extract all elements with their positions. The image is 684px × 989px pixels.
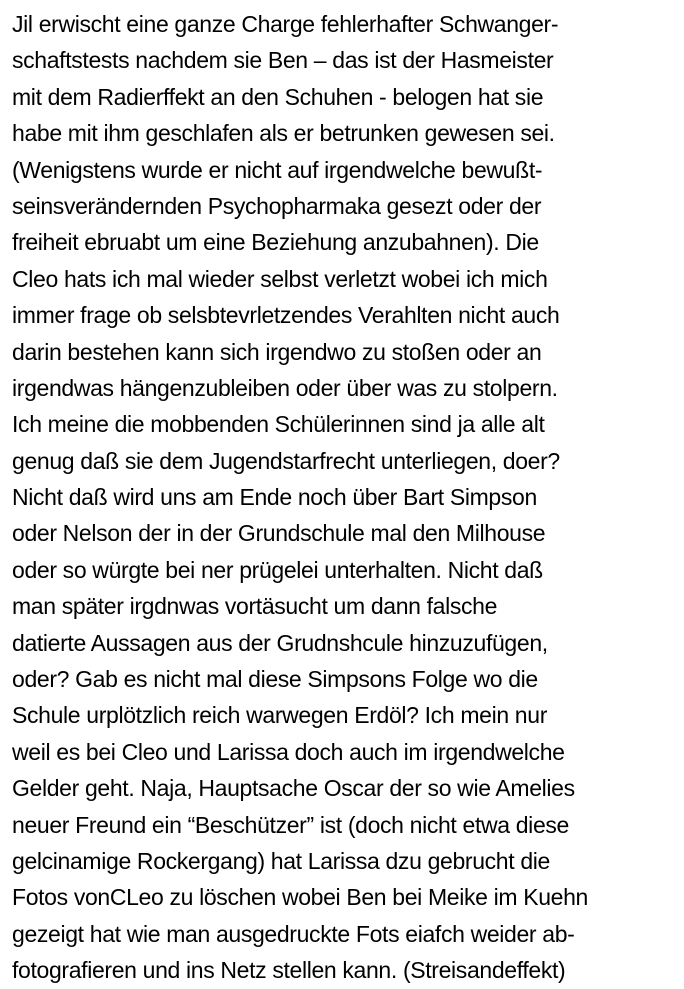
text-line: habe mit ihm geschlafen als er betrunken gewesen sei. (12, 120, 555, 147)
text-line: freiheit ebruabt um eine Beziehung anzubahnen). Die (12, 229, 539, 256)
text-line: (Wenigstens wurde er nicht auf irgendwelche bewußt- (12, 156, 543, 183)
text-line: irgendwas hängenzubleiben oder über was zu stolpern. (12, 374, 558, 401)
text-line: oder so würgte bei ner prügelei unterhalten. Nicht daß (12, 556, 543, 583)
text-line: weil es bei Cleo und Larissa doch auch im irgendwelche (12, 738, 565, 765)
text-line: Cleo hats ich mal wieder selbst verletzt wobei ich mich (12, 265, 548, 292)
text-line: seinsverändernden Psychopharmaka gesezt oder der (12, 192, 542, 219)
text-line: neuer Freund ein “Beschützer” ist (doch nicht etwa diese (12, 811, 569, 838)
text-line: immer frage ob selsbtevrletzendes Verahlten nicht auch (12, 302, 560, 329)
text-line: Fotos vonCLeo zu löschen wobei Ben bei Meike im Kuehn (12, 884, 588, 911)
text-line: Jil erwischt eine ganze Charge fehlerhafter Schwanger- (12, 11, 559, 37)
text-line: Ich meine die mobbenden Schülerinnen sind ja alle alt (12, 411, 545, 438)
text-line: Gelder geht. Naja, Hauptsache Oscar der so wie Amelies (12, 775, 575, 802)
text-line: mit dem Radierffekt an den Schuhen - belogen hat sie (12, 83, 544, 110)
text-line: man später irgdnwas vortäsucht um dann falsche (12, 593, 498, 620)
text-line: datierte Aussagen aus der Grudnshcule hinzuzufügen, (12, 629, 548, 656)
text-line: Schule urplötzlich reich warwegen Erdöl? Ich mein nur (12, 702, 548, 729)
text-line: oder Nelson der in der Grundschule mal den Milhouse (12, 520, 546, 547)
text-line: oder? Gab es nicht mal diese Simpsons Folge wo die (12, 666, 538, 693)
text-line: gezeigt hat wie man ausgedruckte Fots eiafch weider ab- (12, 920, 575, 947)
text-line: schaftstests nachdem sie Ben – das ist der Hasmeister (12, 47, 554, 74)
text-line: genug daß sie dem Jugendstarfrecht unterliegen, doer? (12, 447, 560, 474)
text-line: fotografieren und ins Netz stellen kann. (Streisandeffekt) (12, 957, 566, 984)
body-text (12, 6, 680, 989)
text-line: Nicht daß wird uns am Ende noch über Bart Simpson (12, 484, 537, 511)
text-line: gelcinamige Rockergang) hat Larissa dzu gebrucht die (12, 847, 550, 874)
text-line: darin bestehen kann sich irgendwo zu stoßen oder an (12, 338, 542, 365)
